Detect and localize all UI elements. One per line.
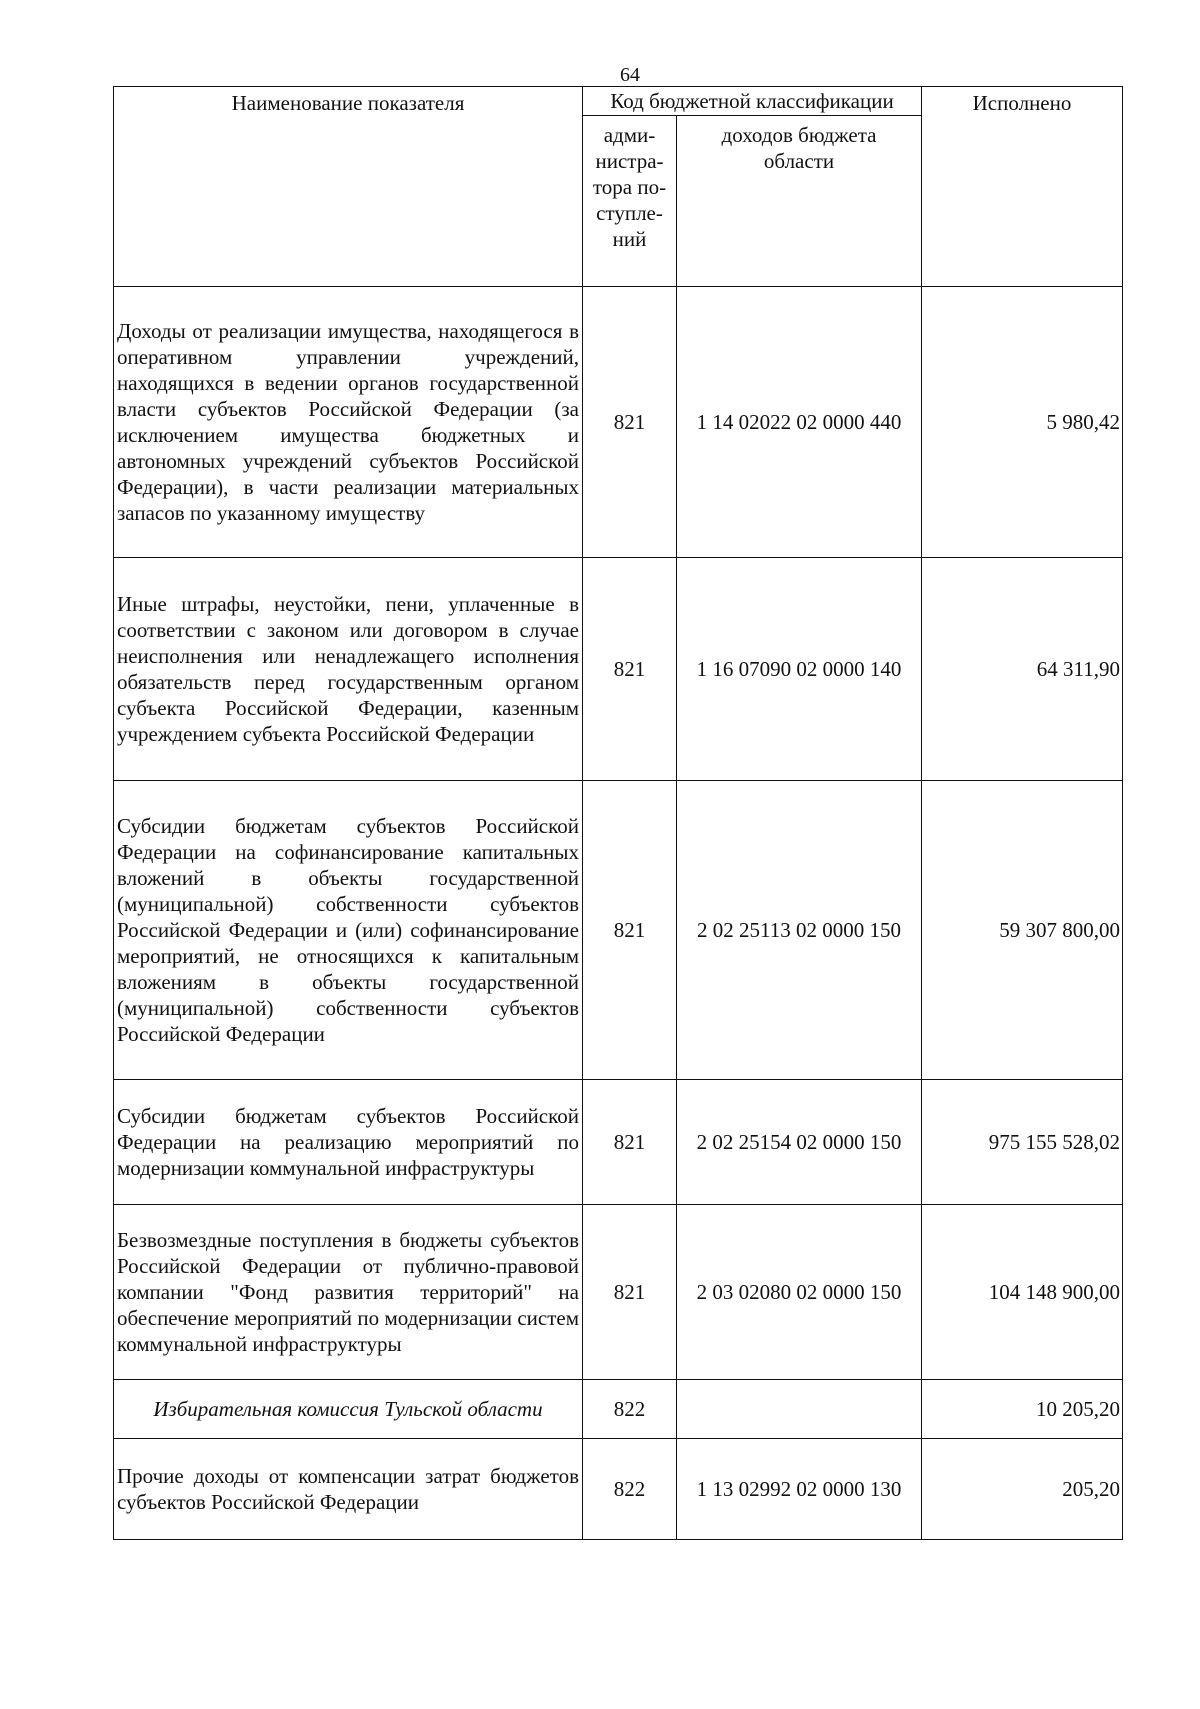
table-row [114, 1439, 1123, 1540]
row-indicator-name: Доходы от реализации имущества, находящегося в оперативном управлении учреждений, находящихся в ведении органов государственной власти субъектов Российской Федерации (за исключением имущества бюджетных и автономных учреждений субъектов Российской Федерации), в части реализации материальных запасов по указанному имуществу [114, 287, 583, 558]
table-header-row [114, 87, 1123, 116]
row-indicator-name: Субсидии бюджетам субъектов Российской Федерации на софинансирование капитальных вложений в объекты государственной (муниципальной) собственности субъектов Российской Федерации и (или) софинансирование мероприятий, не относящихся к капитальным вложениям в объекты государственной (муниципальной) собственности субъектов Российской Федерации [114, 781, 583, 1080]
row-income-code: 2 03 02080 02 0000 150 [677, 1205, 922, 1380]
table-row [114, 781, 1123, 1080]
table-row [114, 287, 1123, 558]
row-income-code: 1 16 07090 02 0000 140 [677, 558, 922, 781]
row-income-code: 1 13 02992 02 0000 130 [677, 1439, 922, 1540]
row-indicator-name: Безвозмездные поступления в бюджеты субъектов Российской Федерации от публично-правовой компании "Фонд развития территорий" на обеспечение мероприятий по модернизации систем коммунальной инфраструктуры [114, 1205, 583, 1380]
page-number: 64 [620, 64, 640, 86]
row-administrator-code: 822 [583, 1439, 677, 1540]
row-section-name: Избирательная комиссия Тульской области [114, 1380, 583, 1439]
table-row [114, 1080, 1123, 1205]
budget-income-table [113, 86, 1123, 1540]
table-row [114, 558, 1123, 781]
header-income-code: доходов бюджета области [677, 116, 922, 287]
row-administrator-code: 822 [583, 1380, 677, 1439]
row-administrator-code: 821 [583, 1080, 677, 1205]
row-executed-amount: 104 148 900,00 [922, 1205, 1123, 1380]
table-row [114, 1205, 1123, 1380]
row-administrator-code: 821 [583, 558, 677, 781]
row-indicator-name: Субсидии бюджетам субъектов Российской Федерации на реализацию мероприятий по модернизации коммунальной инфраструктуры [114, 1080, 583, 1205]
row-income-code: 2 02 25113 02 0000 150 [677, 781, 922, 1080]
row-executed-amount: 975 155 528,02 [922, 1080, 1123, 1205]
row-income-code [677, 1380, 922, 1439]
header-indicator-name: Наименование показателя [114, 87, 583, 287]
header-executed: Исполнено [922, 87, 1123, 287]
row-administrator-code: 821 [583, 781, 677, 1080]
row-executed-amount: 205,20 [922, 1439, 1123, 1540]
row-indicator-name: Иные штрафы, неустойки, пени, уплаченные в соответствии с законом или договором в случае неисполнения или ненадлежащего исполнения обязательств перед государственным органом субъекта Российской Федерации, казенным учреждением субъекта Российской Федерации [114, 558, 583, 781]
row-executed-amount: 10 205,20 [922, 1380, 1123, 1439]
row-indicator-name: Прочие доходы от компенсации затрат бюджетов субъектов Российской Федерации [114, 1439, 583, 1540]
table-row-section [114, 1380, 1123, 1439]
header-budget-classification-code: Код бюджетной классификации [583, 87, 922, 116]
row-income-code: 1 14 02022 02 0000 440 [677, 287, 922, 558]
row-executed-amount: 64 311,90 [922, 558, 1123, 781]
row-administrator-code: 821 [583, 287, 677, 558]
row-executed-amount: 5 980,42 [922, 287, 1123, 558]
row-income-code: 2 02 25154 02 0000 150 [677, 1080, 922, 1205]
row-administrator-code: 821 [583, 1205, 677, 1380]
header-administrator: адми- нистра- тора по- ступле- ний [583, 116, 677, 287]
row-executed-amount: 59 307 800,00 [922, 781, 1123, 1080]
